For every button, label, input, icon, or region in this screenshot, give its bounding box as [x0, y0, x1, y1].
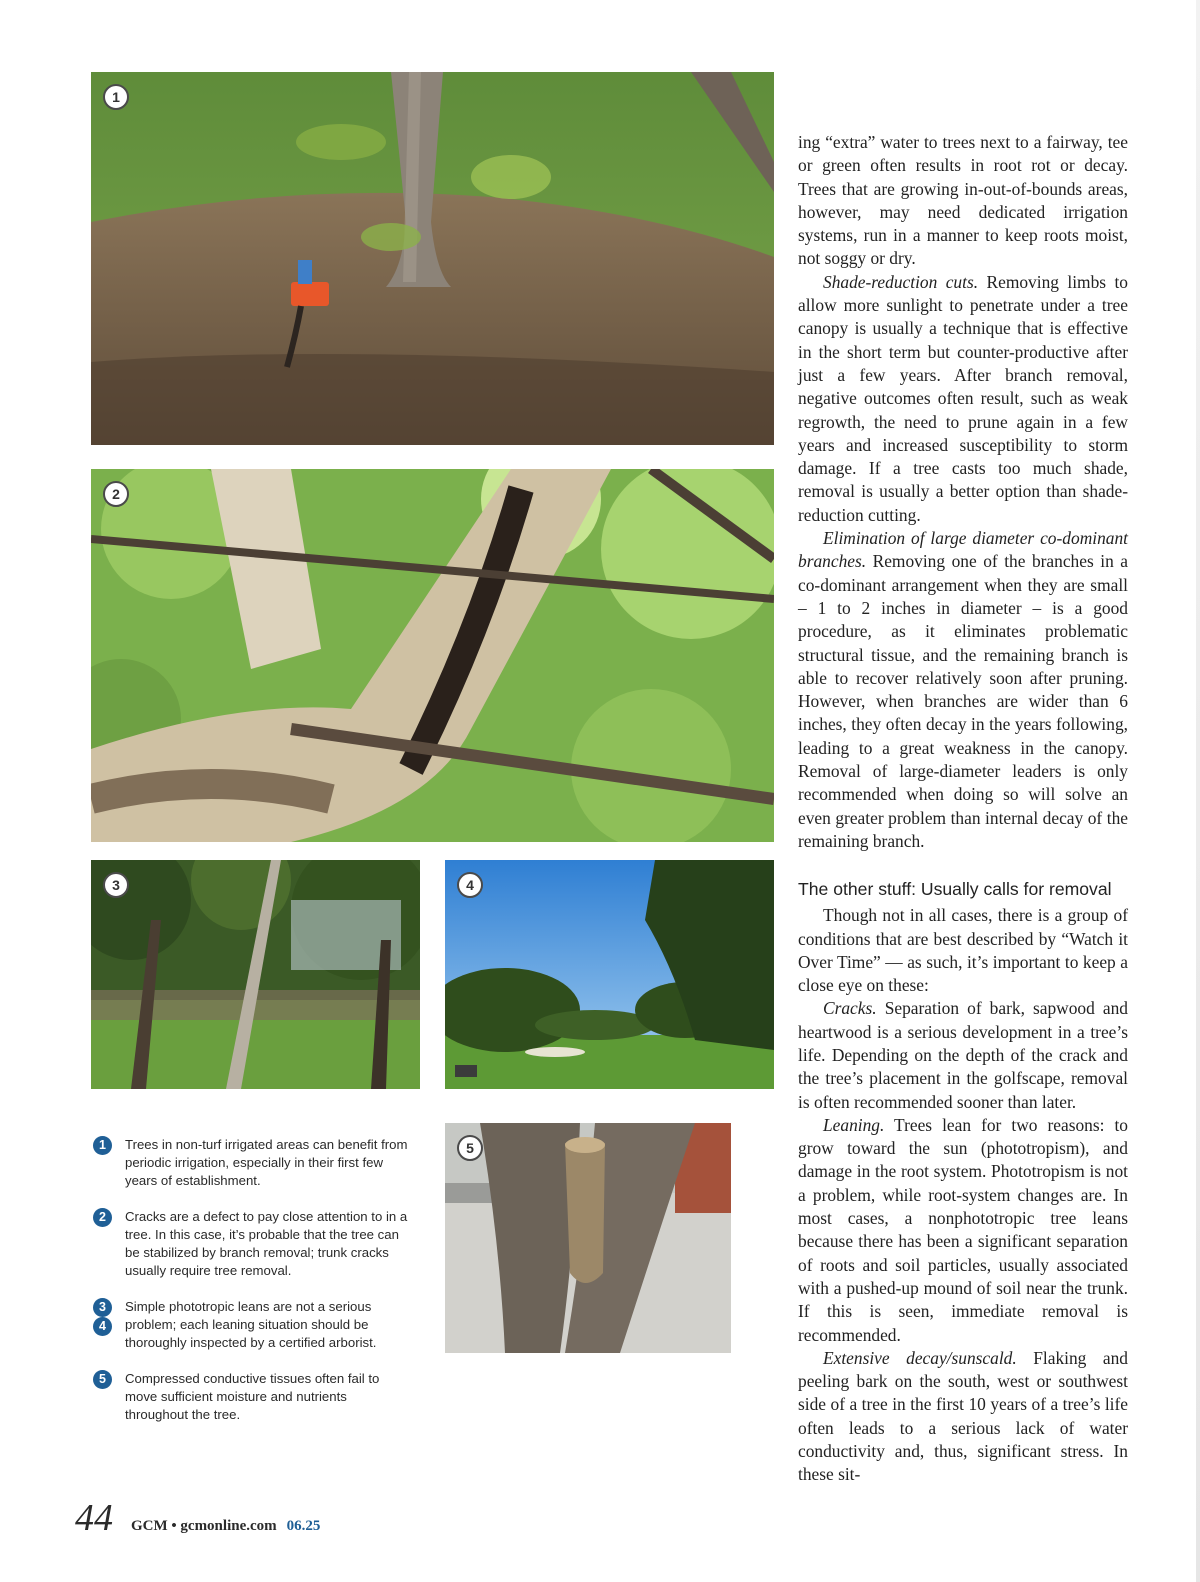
- caption-number: 1: [93, 1136, 112, 1155]
- paragraph-lead: Shade-reduction cuts.: [823, 271, 979, 292]
- page-footer: [75, 1496, 320, 1542]
- caption-text: Compressed conductive tissues often fail to move sufficient moisture and nutrients throughout the tree.: [125, 1371, 380, 1422]
- paragraph: [798, 997, 1128, 1113]
- photo-cracked-birch: [91, 469, 774, 842]
- photo-captions: [91, 1136, 411, 1442]
- issue-date: 06.25: [286, 1518, 321, 1534]
- caption-5: [91, 1370, 411, 1424]
- caption-text: Trees in non-turf irrigated areas can benefit from periodic irrigation, especially in their first few years of establishment.: [125, 1137, 408, 1188]
- paragraph-lead: Extensive decay/sunscald.: [823, 1347, 1017, 1368]
- paragraph-body: Removing limbs to allow more sunlight to penetrate under a tree canopy is usually a technique that is effective in the short term but counter-productive after just a few years. After branch removal, negative outcomes often result, such as weak regrowth, the need to prune again in a few years and increased susceptibility to storm damage. If a tree casts too much shade, removal is usually a better option than shade-reduction cutting.: [798, 271, 1128, 525]
- paragraph: ing “extra” water to trees next to a fairway, tee or green often results in root rot or decay. Trees that are growing in-out-of-bounds areas, however, may need dedicated irrigation systems, run in a manner to keep roots moist, not soggy or dry.: [798, 132, 1128, 269]
- caption-text: Simple phototropic leans are not a serious problem; each leaning situation should be thoroughly inspected by a certified arborist.: [125, 1299, 377, 1350]
- photo-irrigated-tree: [91, 72, 774, 445]
- caption-3-4: [91, 1298, 411, 1352]
- paragraph-body: Removing one of the branches in a co-dominant arrangement when they are small – 1 to 2 inches in diameter – is a good procedure, as it eliminates problematic structural tissue, and the remaining branch is able to recover relatively soon after pruning. However, when branches are wider than 6 inches, they often decay in the years following, leading to a great weakness in the canopy. Removal of large-diameter leaders is only recommended when doing so will solve an even greater problem than internal decay of the remaining branch.: [798, 551, 1128, 851]
- photo-compressed-trunk: [445, 1123, 731, 1353]
- paragraph-body: Separation of bark, sapwood and heartwood is a serious development in a tree’s life. Depending on the depth of the crack and the tree’s placement in the golfscape, removal is often recommended sooner than later.: [798, 998, 1128, 1112]
- caption-number: 5: [93, 1370, 112, 1389]
- caption-1: [91, 1136, 411, 1190]
- article-column: [798, 131, 1128, 1487]
- caption-number: 3: [93, 1298, 112, 1317]
- page-edge: [1196, 0, 1200, 1582]
- section-subhead: The other stuff: Usually calls for removal: [798, 879, 1112, 900]
- paragraph-body: Trees lean for two reasons: to grow toward the sun (phototropism), and damage in the root system. Phototropism is not a problem, while root-system changes are. In most cases, a nonphototropic tree leans because there has been a significant separation of roots and soil particles, usually associated with a pushed-up mound of soil near the trunk. If this is seen, immediate removal is recommended.: [798, 1114, 1128, 1345]
- photo-number: 2: [103, 481, 129, 507]
- paragraph: [798, 271, 1128, 527]
- paragraph: [798, 1114, 1128, 1347]
- paragraph-lead: Elimination of large diameter co-dominant branches.: [798, 528, 1128, 572]
- paragraph-body: Flaking and peeling bark on the south, west or southwest side of a tree in the first 10 years of a tree’s life often leads to a serious lack of water conductivity and, thus, significant stress. In these sit-: [798, 1347, 1128, 1485]
- publication-name: GCM • gcmonline.com: [131, 1518, 277, 1534]
- paragraph: [798, 527, 1128, 853]
- caption-number: 2: [93, 1208, 112, 1227]
- paragraph: [798, 1347, 1128, 1487]
- photo-number: 5: [457, 1135, 483, 1161]
- page-number: 44: [75, 1497, 113, 1539]
- photo-number: 1: [103, 84, 129, 110]
- caption-number: 4: [93, 1317, 112, 1336]
- paragraph-lead: Cracks.: [823, 998, 877, 1019]
- paragraph: Though not in all cases, there is a group of conditions that are best described by “Watch it Over Time” — as such, it’s important to keep a close eye on these:: [798, 905, 1128, 996]
- photo-golf-course: [445, 860, 774, 1089]
- photo-leaning-trees: [91, 860, 420, 1089]
- paragraph-lead: Leaning.: [823, 1114, 885, 1135]
- caption-text: Cracks are a defect to pay close attention to in a tree. In this case, it’s probable that the tree can be stabilized by branch removal; trunk cracks usually require tree removal.: [125, 1209, 408, 1278]
- photo-number: 4: [457, 872, 483, 898]
- caption-2: [91, 1208, 411, 1280]
- photo-number: 3: [103, 872, 129, 898]
